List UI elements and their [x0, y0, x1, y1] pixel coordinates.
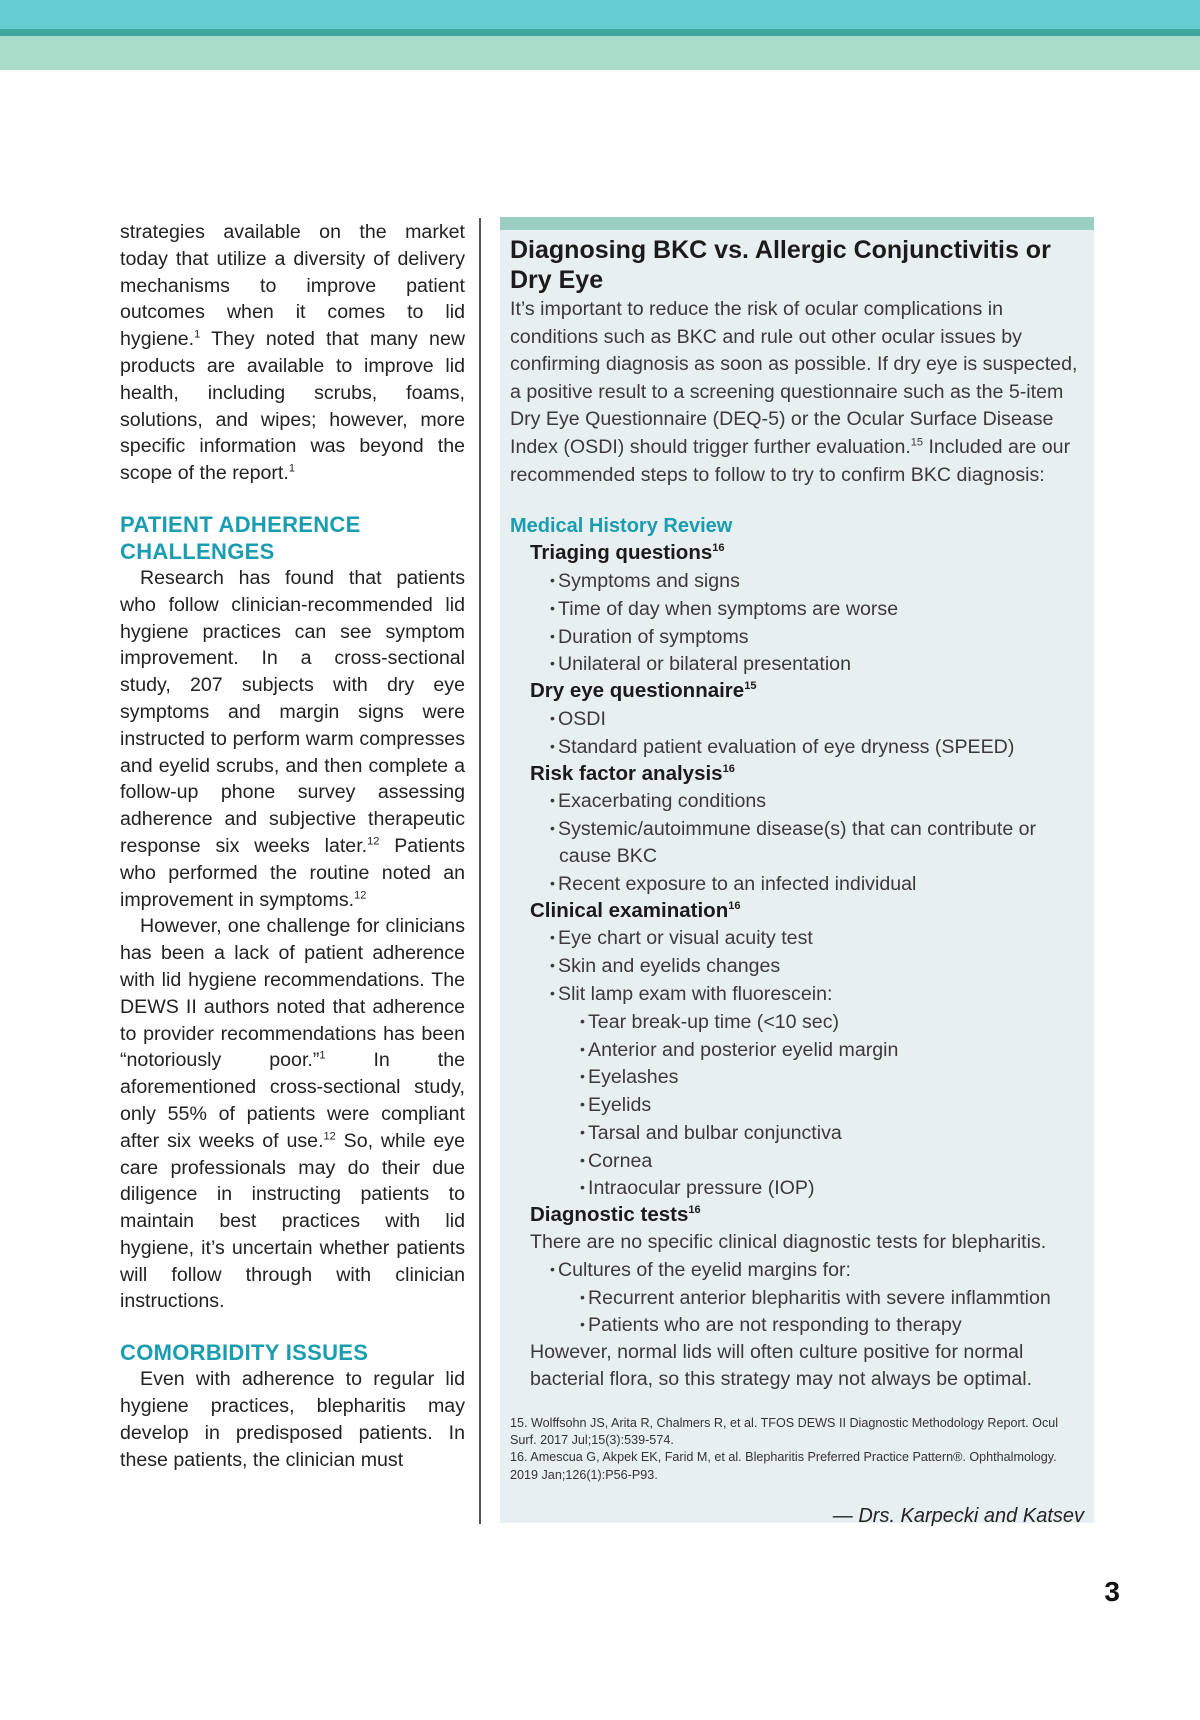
sidebar-intro [510, 296, 1084, 489]
footnote-ref: 1 [319, 1049, 326, 1062]
text: Systemic/autoimmune disease(s) that can contribute or [558, 818, 1037, 841]
bullet-icon: • [550, 571, 555, 588]
list-subitem [530, 1036, 1084, 1064]
footnote-ref: 1 [194, 328, 201, 341]
sidebar-top-bar [500, 217, 1094, 230]
bullet-icon: • [580, 1040, 585, 1057]
diagnostic-after: However, normal lids will often culture positive for normal bacterial flora, so this strategy may not always be optimal. [530, 1341, 1033, 1391]
text: Eyelashes [588, 1066, 679, 1089]
heading-comorbidity: COMORBIDITY ISSUES [120, 1340, 369, 1366]
text: Skin and eyelids changes [558, 955, 781, 978]
text: They noted that many new products are available to improve lid health, including scrubs, foams, solutions, and wipes; however, more specific information was beyond the scope of the report. [120, 328, 465, 485]
text: Recent exposure to an infected individual [558, 872, 917, 895]
sidebar-title: Diagnosing BKC vs. Allergic Conjunctivitis or Dry Eye [510, 236, 1051, 294]
heading-adherence: PATIENT ADHERENCE CHALLENGES [120, 511, 361, 564]
text: Patients who performed the routine noted an improvement in symptoms. [120, 834, 465, 911]
text: Unilateral or bilateral presentation [558, 653, 851, 676]
list-subitem [530, 1091, 1084, 1119]
text: cause BKC [559, 844, 658, 867]
text: So, while eye care professionals may do their due diligence in instructing patients to maintain best practices with lid hygiene, it’s uncertain whether patients will follow through with clinician instructions. [120, 1129, 466, 1313]
list-item [530, 924, 1084, 952]
bullet-icon: • [550, 737, 555, 754]
text: Clinical examination [530, 898, 729, 922]
reference-16: 16. Amescua G, Akpek EK, Farid M, et al. Blepharitis Preferred Practice Pattern®. Ophthalmology. 2019 Jan;126(1):P56-P93. [510, 1450, 1057, 1482]
text: Eye chart or visual acuity test [558, 927, 813, 950]
list-subitem [530, 1008, 1084, 1036]
list-item [530, 980, 1084, 1008]
list-subitem [530, 1147, 1084, 1175]
bullet-icon: • [580, 1316, 585, 1333]
text: Recurrent anterior blepharitis with severe inflammtion [588, 1286, 1051, 1309]
text: Cornea [588, 1149, 653, 1172]
bullet-icon: • [580, 1123, 585, 1140]
list-item [530, 623, 1084, 651]
bullet-icon: • [580, 1288, 585, 1305]
text: However, one challenge for clinicians has been a lack of patient adherence with lid hygiene recommendations. The DEWS II authors noted that adherence to provider recommendations has been “notoriously poor.” [120, 915, 465, 1072]
paragraph-strategies [120, 219, 465, 487]
subheading-dry-eye [530, 678, 1084, 705]
text: strategies available on the market today that utilize a diversity of delivery mechanisms to improve patient outcomes when it comes to lid hygiene. [120, 221, 465, 351]
list-item [530, 952, 1084, 980]
subheading-risk [530, 761, 1084, 788]
text: Duration of symptoms [558, 625, 749, 648]
list-item [530, 567, 1084, 595]
list-item [530, 733, 1084, 761]
reference-15: 15. Wolffsohn JS, Arita R, Chalmers R, et al. TFOS DEWS II Diagnostic Methodology Report. Ocul Surf. 2017 Jul;15(3):539-574. [510, 1415, 1059, 1448]
sidebar-box [500, 217, 1094, 1528]
list-subitem [530, 1284, 1084, 1312]
bullet-icon: • [550, 709, 555, 726]
bullet-icon: • [550, 792, 555, 809]
footnote-ref: 1 [288, 462, 295, 475]
list-item [530, 705, 1084, 733]
list-item [530, 1256, 1084, 1284]
text: Risk factor analysis [530, 761, 723, 785]
bullet-icon: • [550, 820, 555, 837]
bullet-icon: • [550, 655, 555, 672]
column-divider [479, 218, 481, 1524]
text: Diagnostic tests [530, 1203, 689, 1227]
bullet-icon: • [580, 1068, 585, 1085]
paragraph-research [120, 565, 465, 913]
paragraph-however [120, 913, 465, 1315]
left-column [120, 219, 465, 1473]
list-item [530, 787, 1084, 815]
references [510, 1415, 1084, 1484]
text: Exacerbating conditions [558, 790, 767, 813]
signature: — Drs. Karpecki and Katsev [832, 1505, 1084, 1528]
bullet-icon: • [550, 1260, 555, 1277]
list-subitem [530, 1119, 1084, 1147]
footnote-ref: 12 [367, 835, 380, 848]
list-subitem [530, 1311, 1084, 1339]
list-item [530, 815, 1084, 870]
list-item [530, 870, 1084, 898]
header-band-top [0, 0, 1200, 29]
footnote-ref: 16 [712, 542, 725, 555]
header-band-line [0, 29, 1200, 36]
text: Time of day when symptoms are worse [558, 597, 899, 620]
footnote-ref: 15 [910, 436, 924, 449]
bullet-icon: • [550, 599, 555, 616]
text: Patients who are not responding to therapy [588, 1314, 962, 1337]
text: Dry eye questionnaire [530, 679, 745, 703]
page-number: 3 [1104, 1576, 1120, 1607]
text: Eyelids [588, 1094, 652, 1117]
text: Included are our recommended steps to follow to try to confirm BKC diagnosis: [510, 435, 1071, 486]
bullet-icon: • [580, 1151, 585, 1168]
bullet-icon: • [550, 874, 555, 891]
text: Symptoms and signs [558, 569, 740, 592]
text: Anterior and posterior eyelid margin [588, 1038, 899, 1061]
bullet-icon: • [580, 1012, 585, 1029]
list-item [530, 650, 1084, 678]
bullet-icon: • [550, 984, 555, 1001]
diagnostic-text: There are no specific clinical diagnostic tests for blepharitis. [530, 1231, 1047, 1254]
text: Intraocular pressure (IOP) [588, 1177, 815, 1200]
text: OSDI [558, 707, 606, 730]
bullet-icon: • [550, 957, 555, 974]
footnote-ref: 12 [323, 1130, 336, 1143]
text: It’s important to reduce the risk of ocular complications in conditions such as BKC and rule out other ocular issues by confirming diagnosis as soon as possible. If dry eye is suspected, a positive result to a screening questionnaire such as the 5-item Dry Eye Questionnaire (DEQ-5) or the Ocular Surface Disease Index (OSDI) should trigger further evaluation. [510, 298, 1078, 458]
subheading-clinical [530, 898, 1084, 925]
list-subitem [530, 1063, 1084, 1091]
bullet-icon: • [580, 1179, 585, 1196]
text: In the aforementioned cross-sectional study, only 55% of patients were compliant after six weeks of use. [120, 1049, 466, 1152]
checklist [530, 540, 1084, 1393]
text: Standard patient evaluation of eye dryness (SPEED) [558, 735, 1015, 758]
footnote-ref: 12 [354, 889, 367, 901]
list-item [530, 595, 1084, 623]
paragraph-comorbidity: Even with adherence to regular lid hygiene practices, blepharitis may develop in predisposed patients. In these patients, the clinician must [120, 1368, 465, 1471]
sidebar-content [510, 235, 1084, 1529]
text: Slit lamp exam with fluorescein: [558, 982, 833, 1005]
subheading-triaging [530, 540, 1084, 567]
text: Tarsal and bulbar conjunctiva [588, 1121, 842, 1144]
list-subitem [530, 1174, 1084, 1202]
bullet-icon: • [550, 627, 555, 644]
header-band-bottom [0, 36, 1200, 70]
text: Research has found that patients who follow clinician-recommended lid hygiene practices can see symptom improvement. In a cross-sectional study, 207 subjects with dry eye symptoms and margin signs were instructed to perform warm compresses and eyelid scrubs, and then complete a follow-up phone survey assessing adherence and subjective therapeutic response six weeks later. [120, 566, 465, 857]
section-heading: Medical History Review [510, 515, 733, 538]
footnote-ref: 16 [688, 1204, 701, 1217]
bullet-icon: • [550, 929, 555, 946]
footnote-ref: 15 [744, 680, 757, 693]
text: Tear break-up time (<10 sec) [588, 1010, 840, 1033]
bullet-icon: • [580, 1096, 585, 1113]
footnote-ref: 16 [722, 762, 735, 775]
text: Triaging questions [530, 541, 713, 565]
footnote-ref: 16 [728, 899, 741, 912]
subheading-diagnostic [530, 1202, 1084, 1229]
text: Cultures of the eyelid margins for: [558, 1258, 851, 1281]
